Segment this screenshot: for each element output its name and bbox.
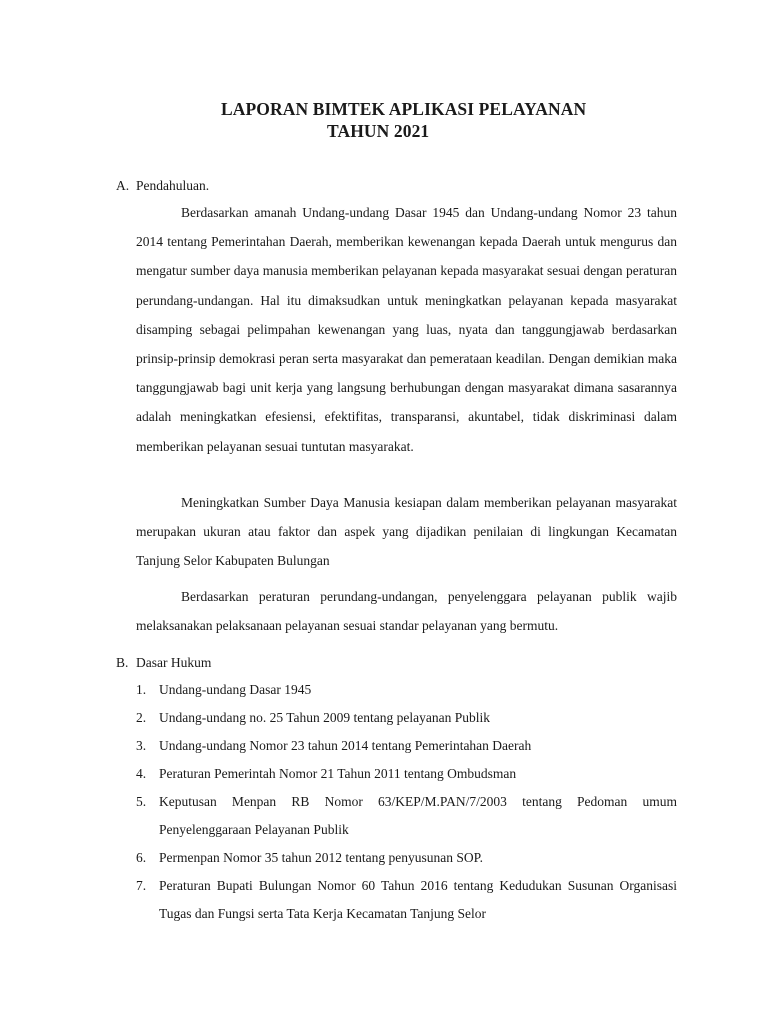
- list-item-number: 4.: [136, 766, 147, 781]
- list-item-text: Undang-undang no. 25 Tahun 2009 tentang pelayanan Publik: [159, 710, 490, 725]
- list-item: [136, 760, 677, 788]
- list-item: [136, 732, 677, 760]
- list-item: [136, 872, 677, 928]
- paragraph-intro: Berdasarkan amanah Undang-undang Dasar 1945 dan Undang-undang Nomor 23 tahun 2014 tentang Pemerintahan Daerah, memberikan kewenangan kepada Daerah untuk mengurus dan mengatur sumber daya manusia memberikan pelayanan kepada masyarakat sesuai dengan peraturan perundang-undangan. Hal itu dimaksudkan untuk meningkatkan pelayanan kepada masyarakat disamping sebagai pelimpahan kewenangan yang luas, nyata dan tanggungjawab berdasarkan prinsip-prinsip demokrasi peran serta masyarakat dan pemerataan keadilan. Dengan demikian maka tanggungjawab bagi unit kerja yang langsung berhubungan dengan masyarakat dimana sasarannya adalah meningkatkan efesiensi, efektifitas, transparansi, akuntabel, tidak diskriminasi dalam memberikan pelayanan sesuai tuntutan masyarakat.: [136, 205, 677, 454]
- section-a-title: Pendahuluan.: [136, 178, 210, 193]
- list-item: [136, 704, 677, 732]
- list-item-number: 5.: [136, 794, 147, 809]
- list-item-text: Undang-undang Nomor 23 tahun 2014 tentang Pemerintahan Daerah: [159, 738, 532, 753]
- list-item-text: Keputusan Menpan RB Nomor 63/KEP/M.PAN/7/2003 tentang Pedoman umum Penyelenggaraan Pelayanan Publik: [159, 794, 677, 837]
- list-item-number: 3.: [136, 738, 147, 753]
- list-item-number: 6.: [136, 850, 147, 865]
- list-item: [136, 676, 677, 704]
- paragraph-regulation: Berdasarkan peraturan perundang-undangan, penyelenggara pelayanan publik wajib melaksanakan pelaksanaan pelayanan sesuai standar pelayanan yang bermutu.: [136, 589, 677, 634]
- section-b-heading: [116, 655, 211, 671]
- paragraph-sdm: Meningkatkan Sumber Daya Manusia kesiapan dalam memberikan pelayanan masyarakat merupakan ukuran atau faktor dan aspek yang dijadikan penilaian di lingkungan Kecamatan Tanjung Selor Kabupaten Bulungan: [136, 495, 677, 569]
- list-item-text: Peraturan Bupati Bulungan Nomor 60 Tahun 2016 tentang Kedudukan Susunan Organisasi Tugas dan Fungsi serta Tata Kerja Kecamatan Tanjung Selor: [159, 878, 677, 921]
- list-item: [136, 844, 677, 872]
- list-item-text: Peraturan Pemerintah Nomor 21 Tahun 2011 tentang Ombudsman: [159, 766, 517, 781]
- list-item: [136, 788, 677, 844]
- list-item-number: 7.: [136, 878, 147, 893]
- section-b-marker: B.: [116, 655, 129, 670]
- list-item-number: 2.: [136, 710, 147, 725]
- section-b-title: Dasar Hukum: [136, 655, 212, 670]
- section-a-marker: A.: [116, 178, 130, 193]
- list-item-text: Permenpan Nomor 35 tahun 2012 tentang penyusunan SOP.: [159, 850, 483, 865]
- list-item-text: Undang-undang Dasar 1945: [159, 682, 312, 697]
- section-a-heading: [116, 178, 209, 194]
- legal-basis-list: [136, 676, 677, 928]
- list-item-number: 1.: [136, 682, 147, 697]
- document-title: LAPORAN BIMTEK APLIKASI PELAYANAN: [221, 99, 587, 119]
- document-title-year: TAHUN 2021: [327, 121, 430, 141]
